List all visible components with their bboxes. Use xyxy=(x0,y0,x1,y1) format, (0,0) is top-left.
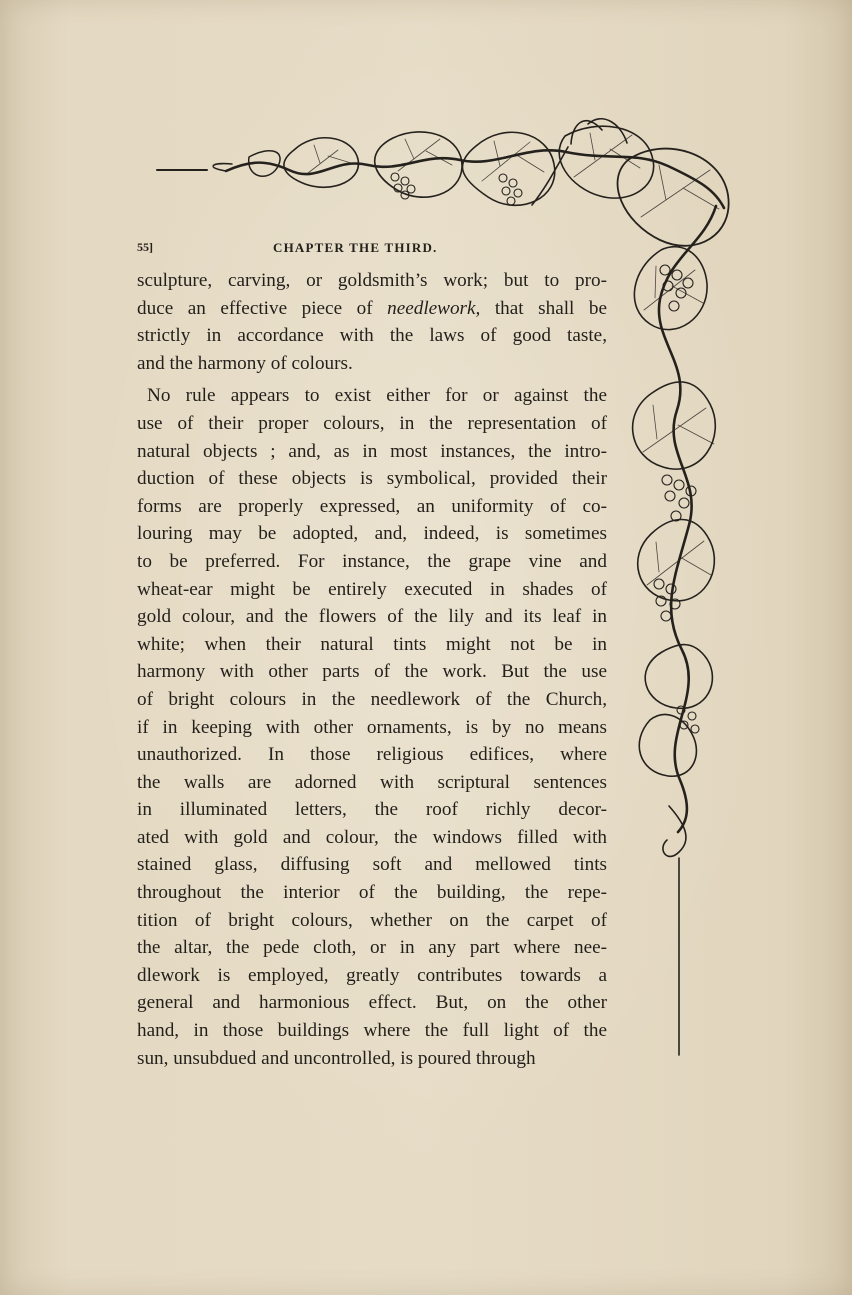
text-line: general and harmonious effect. But, on the other xyxy=(137,992,607,1014)
side-leaf-3 xyxy=(638,519,715,600)
leaf-3 xyxy=(462,132,554,205)
text-line: wheat-ear might be entirely executed in shades of xyxy=(137,578,607,600)
side-leaf-4 xyxy=(645,645,712,709)
paragraph-2 xyxy=(137,382,607,1072)
text-line: ated with gold and colour, the windows filled with xyxy=(137,826,607,848)
text-line: stained glass, diffusing soft and mellowed tints xyxy=(137,854,607,876)
text-line: throughout the interior of the building, the repe- xyxy=(137,882,607,904)
text-line: natural objects ; and, as in most instances, the intro- xyxy=(137,440,607,462)
text-line: harmony with other parts of the work. But the use xyxy=(137,661,607,683)
side-leaf-2 xyxy=(633,382,716,469)
text-line: the altar, the pede cloth, or in any part where nee- xyxy=(137,937,607,959)
text-line: duce an effective piece of needlework, that shall be xyxy=(137,297,607,319)
text-line: hand, in those buildings where the full light of the xyxy=(137,1020,607,1042)
italic-emphasis: needlework, xyxy=(387,297,481,319)
side-vine-stem xyxy=(659,206,716,832)
text-line: use of their proper colours, in the representation of xyxy=(137,412,607,434)
side-leaf-5 xyxy=(639,715,696,777)
text-line: sun, unsubdued and uncontrolled, is poured through xyxy=(137,1047,536,1069)
body-text xyxy=(137,267,607,1072)
vine-tendril xyxy=(213,164,232,171)
text-line: louring may be adopted, and, indeed, is sometimes xyxy=(137,523,607,545)
text-line: if in keeping with other ornaments, is by no means xyxy=(137,716,607,738)
wheat-stalks xyxy=(532,119,627,205)
small-leaf xyxy=(249,151,280,177)
text-line: in illuminated letters, the roof richly decor- xyxy=(137,799,607,821)
text-line: unauthorized. In those religious edifices, where xyxy=(137,744,607,766)
top-vine-stem xyxy=(226,150,724,208)
side-leaf-1 xyxy=(634,247,707,330)
page-number: 55] xyxy=(137,240,153,254)
leaf-4 xyxy=(559,126,653,198)
paragraph-1 xyxy=(137,267,607,377)
text-line: dlework is employed, greatly contributes towards a xyxy=(137,964,607,986)
text-line: sculpture, carving, or goldsmith’s work; but to pro- xyxy=(137,270,607,291)
corner-leaf xyxy=(618,149,729,246)
text-line: duction of these objects is symbolical, provided their xyxy=(137,468,607,490)
vine-end-tendril xyxy=(663,806,686,856)
text-line: of bright colours in the needlework of the Church, xyxy=(137,688,607,710)
text-line: and the harmony of colours. xyxy=(137,352,353,374)
running-header xyxy=(137,238,607,258)
text-line: tition of bright colours, whether on the carpet of xyxy=(137,909,607,931)
text-line: the walls are adorned with scriptural sentences xyxy=(137,771,607,793)
text-line: gold colour, and the flowers of the lily and its leaf in xyxy=(137,606,607,628)
leaf-2 xyxy=(375,132,462,197)
text-line: strictly in accordance with the laws of good taste, xyxy=(137,325,607,347)
leaf-1 xyxy=(284,138,359,187)
text-line: white; when their natural tints might not be in xyxy=(137,633,607,655)
text-line: No rule appears to exist either for or against the xyxy=(147,385,607,407)
text-line: forms are properly expressed, an uniformity of co- xyxy=(137,495,607,517)
text-line: to be preferred. For instance, the grape vine and xyxy=(137,550,607,572)
chapter-title: CHAPTER THE THIRD. xyxy=(273,240,438,255)
